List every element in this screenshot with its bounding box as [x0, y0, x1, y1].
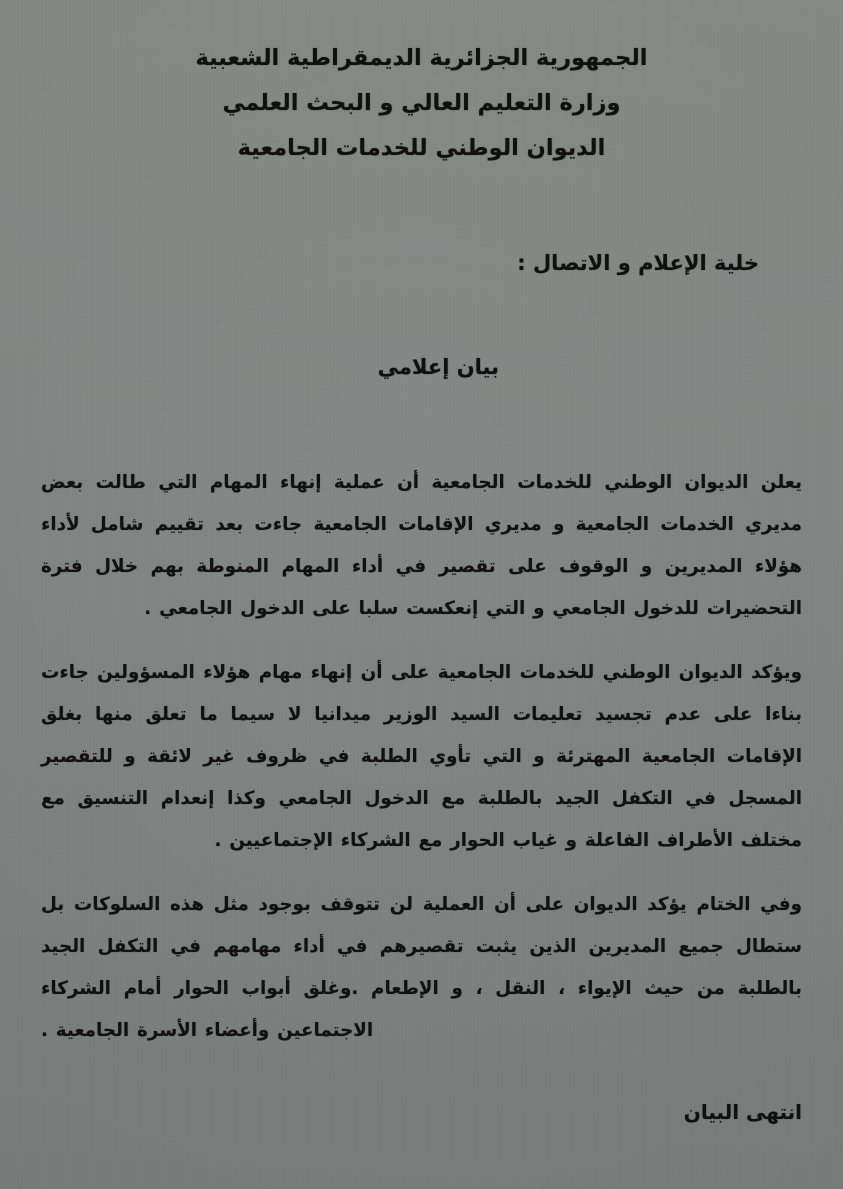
paragraph: يعلن الديوان الوطني للخدمات الجامعية أن عملية إنهاء المهام التي طالت بعض مديري الخدمات الجامعية و مديري الإقامات الجامعية جاءت بعد تقييم شامل لأداء هؤلاء المديرين و الوقوف على تقصير في أداء المهام المنوطة بهم خلال فترة التحضيرات للدخول الجامعي و التي إنعكست سلبا على الدخول الجامعي .	[41, 472, 802, 620]
letterhead-line-office: الديوان الوطني للخدمات الجامعية	[237, 135, 606, 161]
letterhead-line-country: الجمهورية الجزائرية الديمقراطية الشعبية	[195, 45, 648, 71]
letterhead-line-ministry: وزارة التعليم العالي و البحث العلمي	[222, 90, 621, 116]
paragraph: وفي الختام يؤكد الديوان على أن العملية لن تتوقف بوجود مثل هذه السلوكات بل ستطال جميع المديرين الذين يثبت تقصيرهم في أداء مهامهم في التكفل الجيد بالطلبة من حيث الإيواء ، النقل ، و الإطعام .وغلق أبواب الحوار أمام الشركاء الاجتماعين وأعضاء الأسرة الجامعية .	[41, 894, 802, 1042]
body-text	[41, 444, 802, 1071]
closing-statement: انتهى البيان	[683, 1100, 802, 1124]
letterhead	[0, 36, 843, 171]
issuing-unit-label: خلية الإعلام و الاتصال :	[517, 251, 759, 275]
document-title: بيان إعلامي	[377, 355, 499, 379]
paragraph: ويؤكد الديوان الوطني للخدمات الجامعية على أن إنهاء مهام هؤلاء المسؤولين جاءت بناءا على عدم تجسيد تعليمات السيد الوزير ميدانيا لا سيما ما تعلق منها بغلق الإقامات الجامعية المهترئة و التي تأوي الطلبة في ظروف غير لائقة و للتقصير المسجل في التكفل الجيد بالطلبة مع الدخول الجامعي وكذا إنعدام التنسيق مع مختلف الأطراف الفاعلة و غياب الحوار مع الشركاء الإجتماعيين .	[41, 662, 802, 852]
